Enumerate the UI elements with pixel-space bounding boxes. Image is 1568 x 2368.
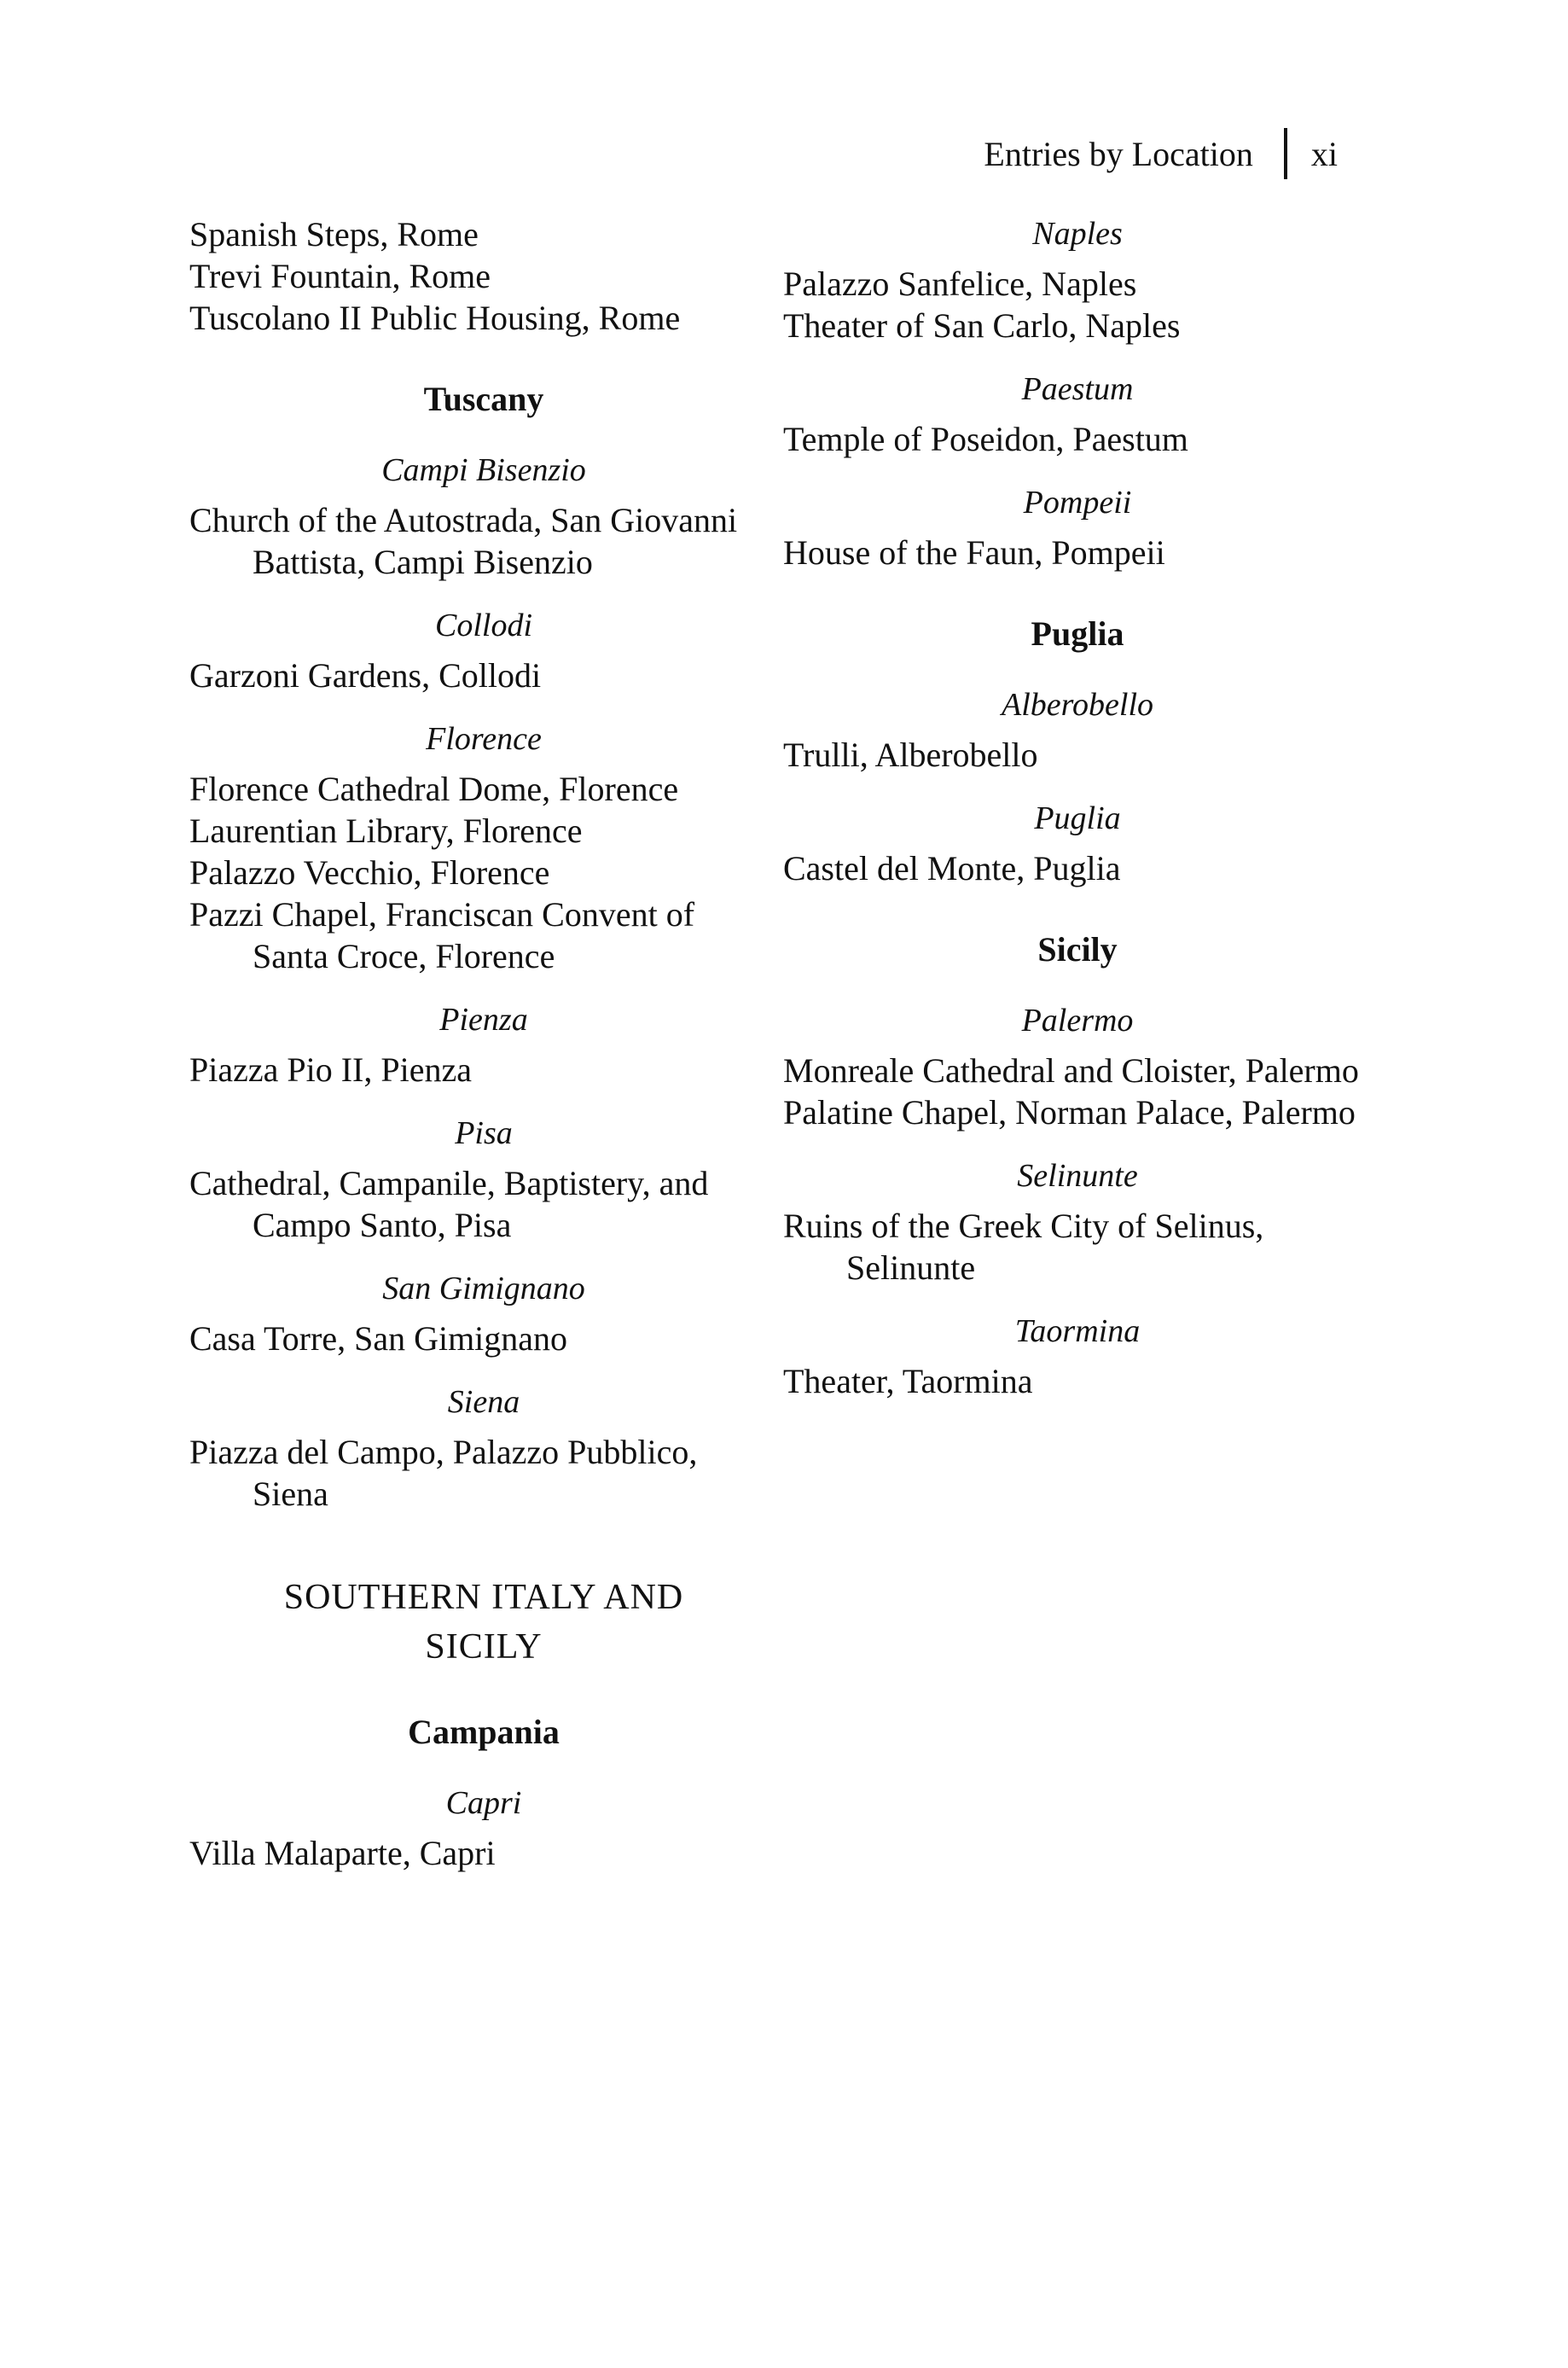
- place-heading: Selinunte: [1017, 1158, 1138, 1194]
- region-heading: Sicily: [1037, 930, 1118, 969]
- index-entry: Garzoni Gardens, Collodi: [189, 656, 542, 695]
- place-heading: Campi Bisenzio: [381, 452, 586, 488]
- running-header: [984, 128, 1338, 179]
- index-entry: Church of the Autostrada, San Giovanni Battista, Campi Bisenzio: [189, 501, 738, 581]
- index-entry: Laurentian Library, Florence: [189, 812, 583, 850]
- index-entry: Trevi Fountain, Rome: [189, 257, 491, 295]
- place-heading: Paestum: [1021, 371, 1134, 407]
- index-entry: Theater of San Carlo, Naples: [783, 306, 1181, 345]
- index-entry: Ruins of the Greek City of Selinus, Selinunte: [783, 1207, 1264, 1287]
- place-heading: Pompeii: [1023, 485, 1132, 521]
- index-entry: Trulli, Alberobello: [783, 736, 1038, 774]
- index-entry: Temple of Poseidon, Paestum: [783, 420, 1188, 458]
- index-entry: Palazzo Vecchio, Florence: [189, 853, 550, 892]
- place-heading: Puglia: [1034, 800, 1121, 836]
- place-heading: Taormina: [1014, 1313, 1141, 1349]
- index-entry: House of the Faun, Pompeii: [783, 533, 1165, 572]
- index-entry: Piazza Pio II, Pienza: [189, 1050, 472, 1089]
- place-heading: Siena: [447, 1384, 520, 1420]
- index-entry: Florence Cathedral Dome, Florence: [189, 770, 679, 808]
- index-entry: Palazzo Sanfelice, Naples: [783, 265, 1137, 303]
- index-entry: Casa Torre, San Gimignano: [189, 1319, 568, 1358]
- place-heading: Palermo: [1021, 1003, 1134, 1039]
- index-entry: Tuscolano II Public Housing, Rome: [189, 299, 681, 337]
- index-entry: Piazza del Campo, Palazzo Pubblico, Siena: [189, 1433, 698, 1513]
- index-entry: Villa Malaparte, Capri: [189, 1834, 496, 1872]
- region-heading: Campania: [408, 1713, 560, 1751]
- header-rule: [1284, 128, 1287, 179]
- region-heading: Puglia: [1031, 614, 1124, 653]
- right-column: [783, 213, 1372, 1402]
- place-heading: San Gimignano: [382, 1271, 585, 1306]
- section-heading: SOUTHERN ITALY AND SICILY: [283, 1578, 684, 1667]
- place-heading: Florence: [426, 721, 542, 757]
- index-entry: Theater, Taormina: [783, 1362, 1033, 1400]
- index-entry: Castel del Monte, Puglia: [783, 849, 1121, 887]
- index-entry: Pazzi Chapel, Franciscan Convent of Santa Croce, Florence: [189, 895, 695, 975]
- left-column: [189, 213, 778, 1874]
- header-title: Entries by Location: [984, 134, 1253, 173]
- place-heading: Alberobello: [1002, 687, 1153, 723]
- place-heading: Capri: [445, 1785, 522, 1821]
- place-heading: Pisa: [455, 1115, 513, 1151]
- lead-entries: [189, 213, 778, 339]
- index-entry: Monreale Cathedral and Cloister, Palermo: [783, 1051, 1359, 1090]
- index-entry: Cathedral, Campanile, Baptistery, and Campo Santo, Pisa: [189, 1164, 709, 1244]
- place-heading: Collodi: [434, 608, 533, 643]
- place-heading: Naples: [1032, 216, 1123, 252]
- page-number: xi: [1310, 134, 1338, 173]
- index-entry: Spanish Steps, Rome: [189, 215, 479, 253]
- region-heading: Tuscany: [423, 380, 544, 418]
- place-heading: Pienza: [439, 1002, 528, 1038]
- index-entry: Palatine Chapel, Norman Palace, Palermo: [783, 1093, 1356, 1132]
